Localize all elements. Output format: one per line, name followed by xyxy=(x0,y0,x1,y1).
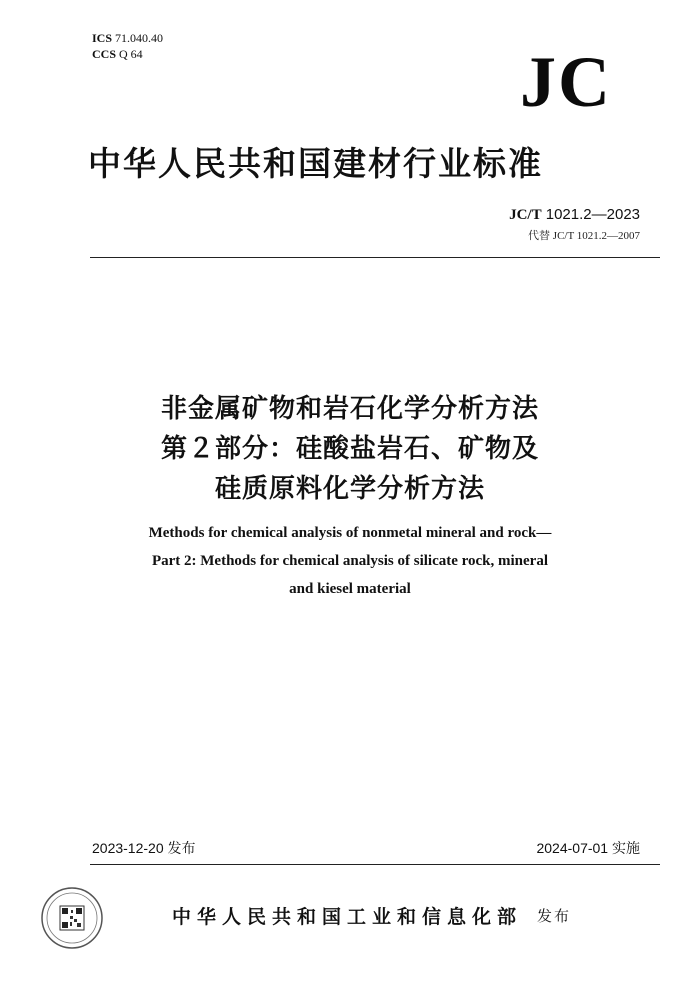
jc-logo: JC xyxy=(520,42,612,122)
issuer-suffix: 发布 xyxy=(537,907,572,925)
qr-seal-icon xyxy=(40,886,104,950)
ccs-code: CCS Q 64 xyxy=(92,47,143,61)
title-cn-line-1: 非金属矿物和岩石化学分析方法 xyxy=(160,394,539,424)
standard-type-heading: 中华人民共和国建材行业标准 xyxy=(88,144,543,183)
title-en-line-3: and kiesel material xyxy=(289,581,411,597)
replaces-note: 代替 JC/T 1021.2—2007 xyxy=(528,230,640,242)
title-en-line-1: Methods for chemical analysis of nonmetal mineral and rock— xyxy=(148,525,552,541)
implement-date: 2024-07-01 实施 xyxy=(536,840,640,856)
title-cn-line-2: 第２部分：硅酸盐岩石、矿物及 xyxy=(160,434,539,464)
title-cn-line-3: 硅质原料化学分析方法 xyxy=(214,474,485,504)
title-en-line-2: Part 2: Methods for chemical analysis of silicate rock, mineral xyxy=(151,553,549,569)
standard-number: JC/T 1021.2—2023 xyxy=(509,206,640,223)
ics-code: ICS 71.040.40 xyxy=(92,31,164,45)
classification-codes xyxy=(92,30,163,62)
bottom-divider xyxy=(90,864,660,865)
issuer-name: 中华人民共和国工业和信息化部 xyxy=(172,906,523,928)
top-divider xyxy=(90,257,660,258)
issue-date: 2023-12-20 发布 xyxy=(92,840,196,856)
